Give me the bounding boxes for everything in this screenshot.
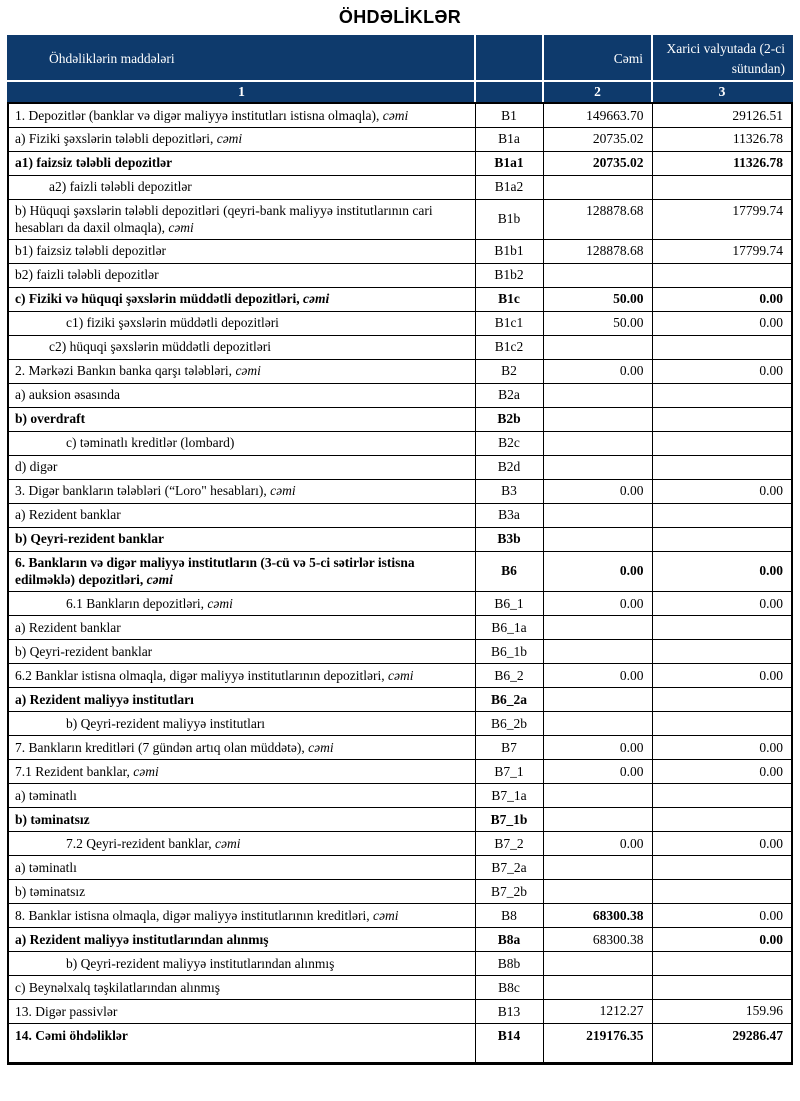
row-foreign	[652, 783, 792, 807]
row-foreign	[652, 711, 792, 735]
row-code: B1	[475, 103, 543, 127]
header-code-label	[475, 36, 543, 81]
row-total	[543, 783, 652, 807]
table-row	[8, 1023, 792, 1063]
row-code: B2c	[475, 431, 543, 455]
row-total: 68300.38	[543, 927, 652, 951]
table-row	[8, 239, 792, 263]
row-total	[543, 503, 652, 527]
table-row	[8, 455, 792, 479]
row-total	[543, 175, 652, 199]
table-row	[8, 639, 792, 663]
row-foreign	[652, 335, 792, 359]
row-total: 50.00	[543, 311, 652, 335]
row-total	[543, 335, 652, 359]
row-code: B3a	[475, 503, 543, 527]
row-label: 1. Depozitlər (banklar və digər maliyyə institutları istisna olmaqla), cəmi	[8, 103, 475, 127]
table-row	[8, 735, 792, 759]
row-foreign	[652, 431, 792, 455]
row-code: B8c	[475, 975, 543, 999]
table-row	[8, 175, 792, 199]
row-label: c) Fiziki və hüquqi şəxslərin müddətli depozitləri, cəmi	[8, 287, 475, 311]
row-total	[543, 711, 652, 735]
liabilities-report-page	[0, 7, 800, 1065]
row-label: b) Hüquqi şəxslərin tələbli depozitləri (qeyri-bank maliyyə institutlarının cari hesabları da daxil olmaqla), cəmi	[8, 199, 475, 239]
row-code: B8a	[475, 927, 543, 951]
row-foreign	[652, 615, 792, 639]
row-total	[543, 407, 652, 431]
row-label: b) təminatsız	[8, 807, 475, 831]
row-label: a) təminatlı	[8, 783, 475, 807]
row-foreign: 0.00	[652, 591, 792, 615]
row-total: 0.00	[543, 759, 652, 783]
row-label: d) digər	[8, 455, 475, 479]
row-label: a) Rezident maliyyə institutlarından alınmış	[8, 927, 475, 951]
row-label: a) Rezident banklar	[8, 615, 475, 639]
row-code: B2d	[475, 455, 543, 479]
table-row	[8, 527, 792, 551]
header-col-number-2: 2	[543, 81, 652, 103]
row-label: c) təminatlı kreditlər (lombard)	[8, 431, 475, 455]
table-row	[8, 287, 792, 311]
table-row	[8, 591, 792, 615]
row-label: 3. Digər bankların tələbləri (“Loro" hesabları), cəmi	[8, 479, 475, 503]
row-total: 20735.02	[543, 151, 652, 175]
row-foreign: 159.96	[652, 999, 792, 1023]
row-code: B7_2	[475, 831, 543, 855]
row-total: 219176.35	[543, 1023, 652, 1063]
row-total	[543, 615, 652, 639]
table-row	[8, 879, 792, 903]
row-foreign: 0.00	[652, 311, 792, 335]
header-foreign-label: Xarici valyutada (2-ci sütundan)	[652, 36, 792, 81]
row-code: B6	[475, 551, 543, 591]
table-row	[8, 711, 792, 735]
row-foreign	[652, 975, 792, 999]
row-code: B7	[475, 735, 543, 759]
header-items-label: Öhdəliklərin maddələri	[8, 36, 475, 81]
row-total: 20735.02	[543, 127, 652, 151]
row-code: B6_1	[475, 591, 543, 615]
row-foreign: 11326.78	[652, 127, 792, 151]
row-code: B7_1a	[475, 783, 543, 807]
row-total	[543, 263, 652, 287]
row-label: c2) hüquqi şəxslərin müddətli depozitləri	[8, 335, 475, 359]
row-total	[543, 807, 652, 831]
row-foreign: 0.00	[652, 359, 792, 383]
table-row	[8, 503, 792, 527]
table-row	[8, 759, 792, 783]
table-row	[8, 359, 792, 383]
row-total: 128878.68	[543, 199, 652, 239]
header-col-number-code	[475, 81, 543, 103]
row-foreign	[652, 503, 792, 527]
row-foreign	[652, 639, 792, 663]
row-total: 0.00	[543, 359, 652, 383]
row-foreign: 29286.47	[652, 1023, 792, 1063]
row-foreign: 11326.78	[652, 151, 792, 175]
row-label: 14. Cəmi öhdəliklər	[8, 1023, 475, 1063]
row-label: b) Qeyri-rezident banklar	[8, 639, 475, 663]
row-foreign	[652, 383, 792, 407]
table-row	[8, 103, 792, 127]
row-code: B6_1b	[475, 639, 543, 663]
row-label: b) Qeyri-rezident banklar	[8, 527, 475, 551]
row-label: 7. Bankların kreditləri (7 gündən artıq olan müddətə), cəmi	[8, 735, 475, 759]
row-code: B2a	[475, 383, 543, 407]
row-code: B7_1	[475, 759, 543, 783]
row-code: B1c1	[475, 311, 543, 335]
row-code: B3	[475, 479, 543, 503]
row-label: a) Fiziki şəxslərin tələbli depozitləri, cəmi	[8, 127, 475, 151]
row-code: B1b2	[475, 263, 543, 287]
row-foreign: 0.00	[652, 287, 792, 311]
row-total: 149663.70	[543, 103, 652, 127]
row-label: a2) faizli tələbli depozitlər	[8, 175, 475, 199]
table-row	[8, 311, 792, 335]
row-total: 50.00	[543, 287, 652, 311]
row-foreign: 0.00	[652, 479, 792, 503]
row-total	[543, 975, 652, 999]
row-code: B2b	[475, 407, 543, 431]
table-row	[8, 663, 792, 687]
row-total: 68300.38	[543, 903, 652, 927]
table-row	[8, 807, 792, 831]
row-foreign	[652, 527, 792, 551]
row-total	[543, 527, 652, 551]
row-code: B6_2a	[475, 687, 543, 711]
row-code: B7_1b	[475, 807, 543, 831]
row-label: a) təminatlı	[8, 855, 475, 879]
table-row	[8, 903, 792, 927]
row-label: b) overdraft	[8, 407, 475, 431]
row-total	[543, 383, 652, 407]
row-label: 8. Banklar istisna olmaqla, digər maliyyə institutlarının kreditləri, cəmi	[8, 903, 475, 927]
row-code: B1a	[475, 127, 543, 151]
table-row	[8, 783, 792, 807]
row-foreign	[652, 855, 792, 879]
liabilities-table	[7, 35, 793, 1065]
row-label: 2. Mərkəzi Bankın banka qarşı tələbləri, cəmi	[8, 359, 475, 383]
header-row-numbers	[8, 81, 792, 103]
row-total	[543, 855, 652, 879]
row-total: 0.00	[543, 663, 652, 687]
row-code: B8b	[475, 951, 543, 975]
row-foreign: 0.00	[652, 927, 792, 951]
header-col-number-1: 1	[8, 81, 475, 103]
row-foreign	[652, 807, 792, 831]
row-code: B1c	[475, 287, 543, 311]
table-row	[8, 615, 792, 639]
table-row	[8, 335, 792, 359]
table-row	[8, 855, 792, 879]
row-foreign: 29126.51	[652, 103, 792, 127]
table-row	[8, 479, 792, 503]
table-row	[8, 999, 792, 1023]
table-row	[8, 551, 792, 591]
table-row	[8, 831, 792, 855]
row-code: B14	[475, 1023, 543, 1063]
row-foreign: 0.00	[652, 831, 792, 855]
table-row	[8, 151, 792, 175]
row-label: 6.2 Banklar istisna olmaqla, digər maliyyə institutlarının depozitləri, cəmi	[8, 663, 475, 687]
row-label: a1) faizsiz tələbli depozitlər	[8, 151, 475, 175]
row-total	[543, 951, 652, 975]
header-col-number-3: 3	[652, 81, 792, 103]
table-row	[8, 407, 792, 431]
row-code: B7_2b	[475, 879, 543, 903]
row-code: B7_2a	[475, 855, 543, 879]
row-label: a) Rezident maliyyə institutları	[8, 687, 475, 711]
row-label: a) Rezident banklar	[8, 503, 475, 527]
row-total: 0.00	[543, 551, 652, 591]
row-label: 13. Digər passivlər	[8, 999, 475, 1023]
table-body	[8, 103, 792, 1063]
row-code: B1a1	[475, 151, 543, 175]
table-row	[8, 431, 792, 455]
row-code: B1a2	[475, 175, 543, 199]
table-row	[8, 127, 792, 151]
row-total: 1212.27	[543, 999, 652, 1023]
row-label: c) Beynəlxalq təşkilatlarından alınmış	[8, 975, 475, 999]
table-row	[8, 927, 792, 951]
row-code: B8	[475, 903, 543, 927]
row-label: b) təminatsız	[8, 879, 475, 903]
row-foreign	[652, 879, 792, 903]
row-total	[543, 879, 652, 903]
row-foreign	[652, 175, 792, 199]
row-foreign	[652, 263, 792, 287]
row-label: 7.2 Qeyri-rezident banklar, cəmi	[8, 831, 475, 855]
header-total-label: Cəmi	[543, 36, 652, 81]
row-label: c1) fiziki şəxslərin müddətli depozitləri	[8, 311, 475, 335]
row-foreign	[652, 455, 792, 479]
row-label: b) Qeyri-rezident maliyyə institutları	[8, 711, 475, 735]
table-row	[8, 199, 792, 239]
row-code: B6_2b	[475, 711, 543, 735]
row-foreign	[652, 407, 792, 431]
row-code: B2	[475, 359, 543, 383]
row-code: B3b	[475, 527, 543, 551]
row-code: B6_2	[475, 663, 543, 687]
row-foreign: 0.00	[652, 735, 792, 759]
row-total	[543, 455, 652, 479]
row-code: B1c2	[475, 335, 543, 359]
header-row-labels	[8, 36, 792, 81]
table-row	[8, 951, 792, 975]
row-label: 6.1 Bankların depozitləri, cəmi	[8, 591, 475, 615]
row-label: b) Qeyri-rezident maliyyə institutlarından alınmış	[8, 951, 475, 975]
row-label: 6. Bankların və digər maliyyə institutların (3-cü və 5-ci sətirlər istisna edilməklə) depozitləri, cəmi	[8, 551, 475, 591]
row-total: 0.00	[543, 479, 652, 503]
row-code: B6_1a	[475, 615, 543, 639]
page-title: ÖHDƏLİKLƏR	[338, 7, 462, 27]
row-label: b1) faizsiz tələbli depozitlər	[8, 239, 475, 263]
row-total	[543, 687, 652, 711]
row-label: b2) faizli tələbli depozitlər	[8, 263, 475, 287]
row-foreign: 0.00	[652, 759, 792, 783]
table-row	[8, 263, 792, 287]
row-total	[543, 639, 652, 663]
row-total: 0.00	[543, 735, 652, 759]
row-foreign	[652, 687, 792, 711]
row-total: 0.00	[543, 831, 652, 855]
row-code: B1b	[475, 199, 543, 239]
row-foreign: 0.00	[652, 551, 792, 591]
row-code: B13	[475, 999, 543, 1023]
row-foreign: 0.00	[652, 663, 792, 687]
row-foreign: 17799.74	[652, 239, 792, 263]
row-total	[543, 431, 652, 455]
row-label: a) auksion əsasında	[8, 383, 475, 407]
row-foreign	[652, 951, 792, 975]
row-foreign: 0.00	[652, 903, 792, 927]
table-row	[8, 687, 792, 711]
row-total: 0.00	[543, 591, 652, 615]
row-label: 7.1 Rezident banklar, cəmi	[8, 759, 475, 783]
row-total: 128878.68	[543, 239, 652, 263]
row-foreign: 17799.74	[652, 199, 792, 239]
table-row	[8, 975, 792, 999]
table-row	[8, 383, 792, 407]
row-code: B1b1	[475, 239, 543, 263]
table-header	[8, 36, 792, 103]
